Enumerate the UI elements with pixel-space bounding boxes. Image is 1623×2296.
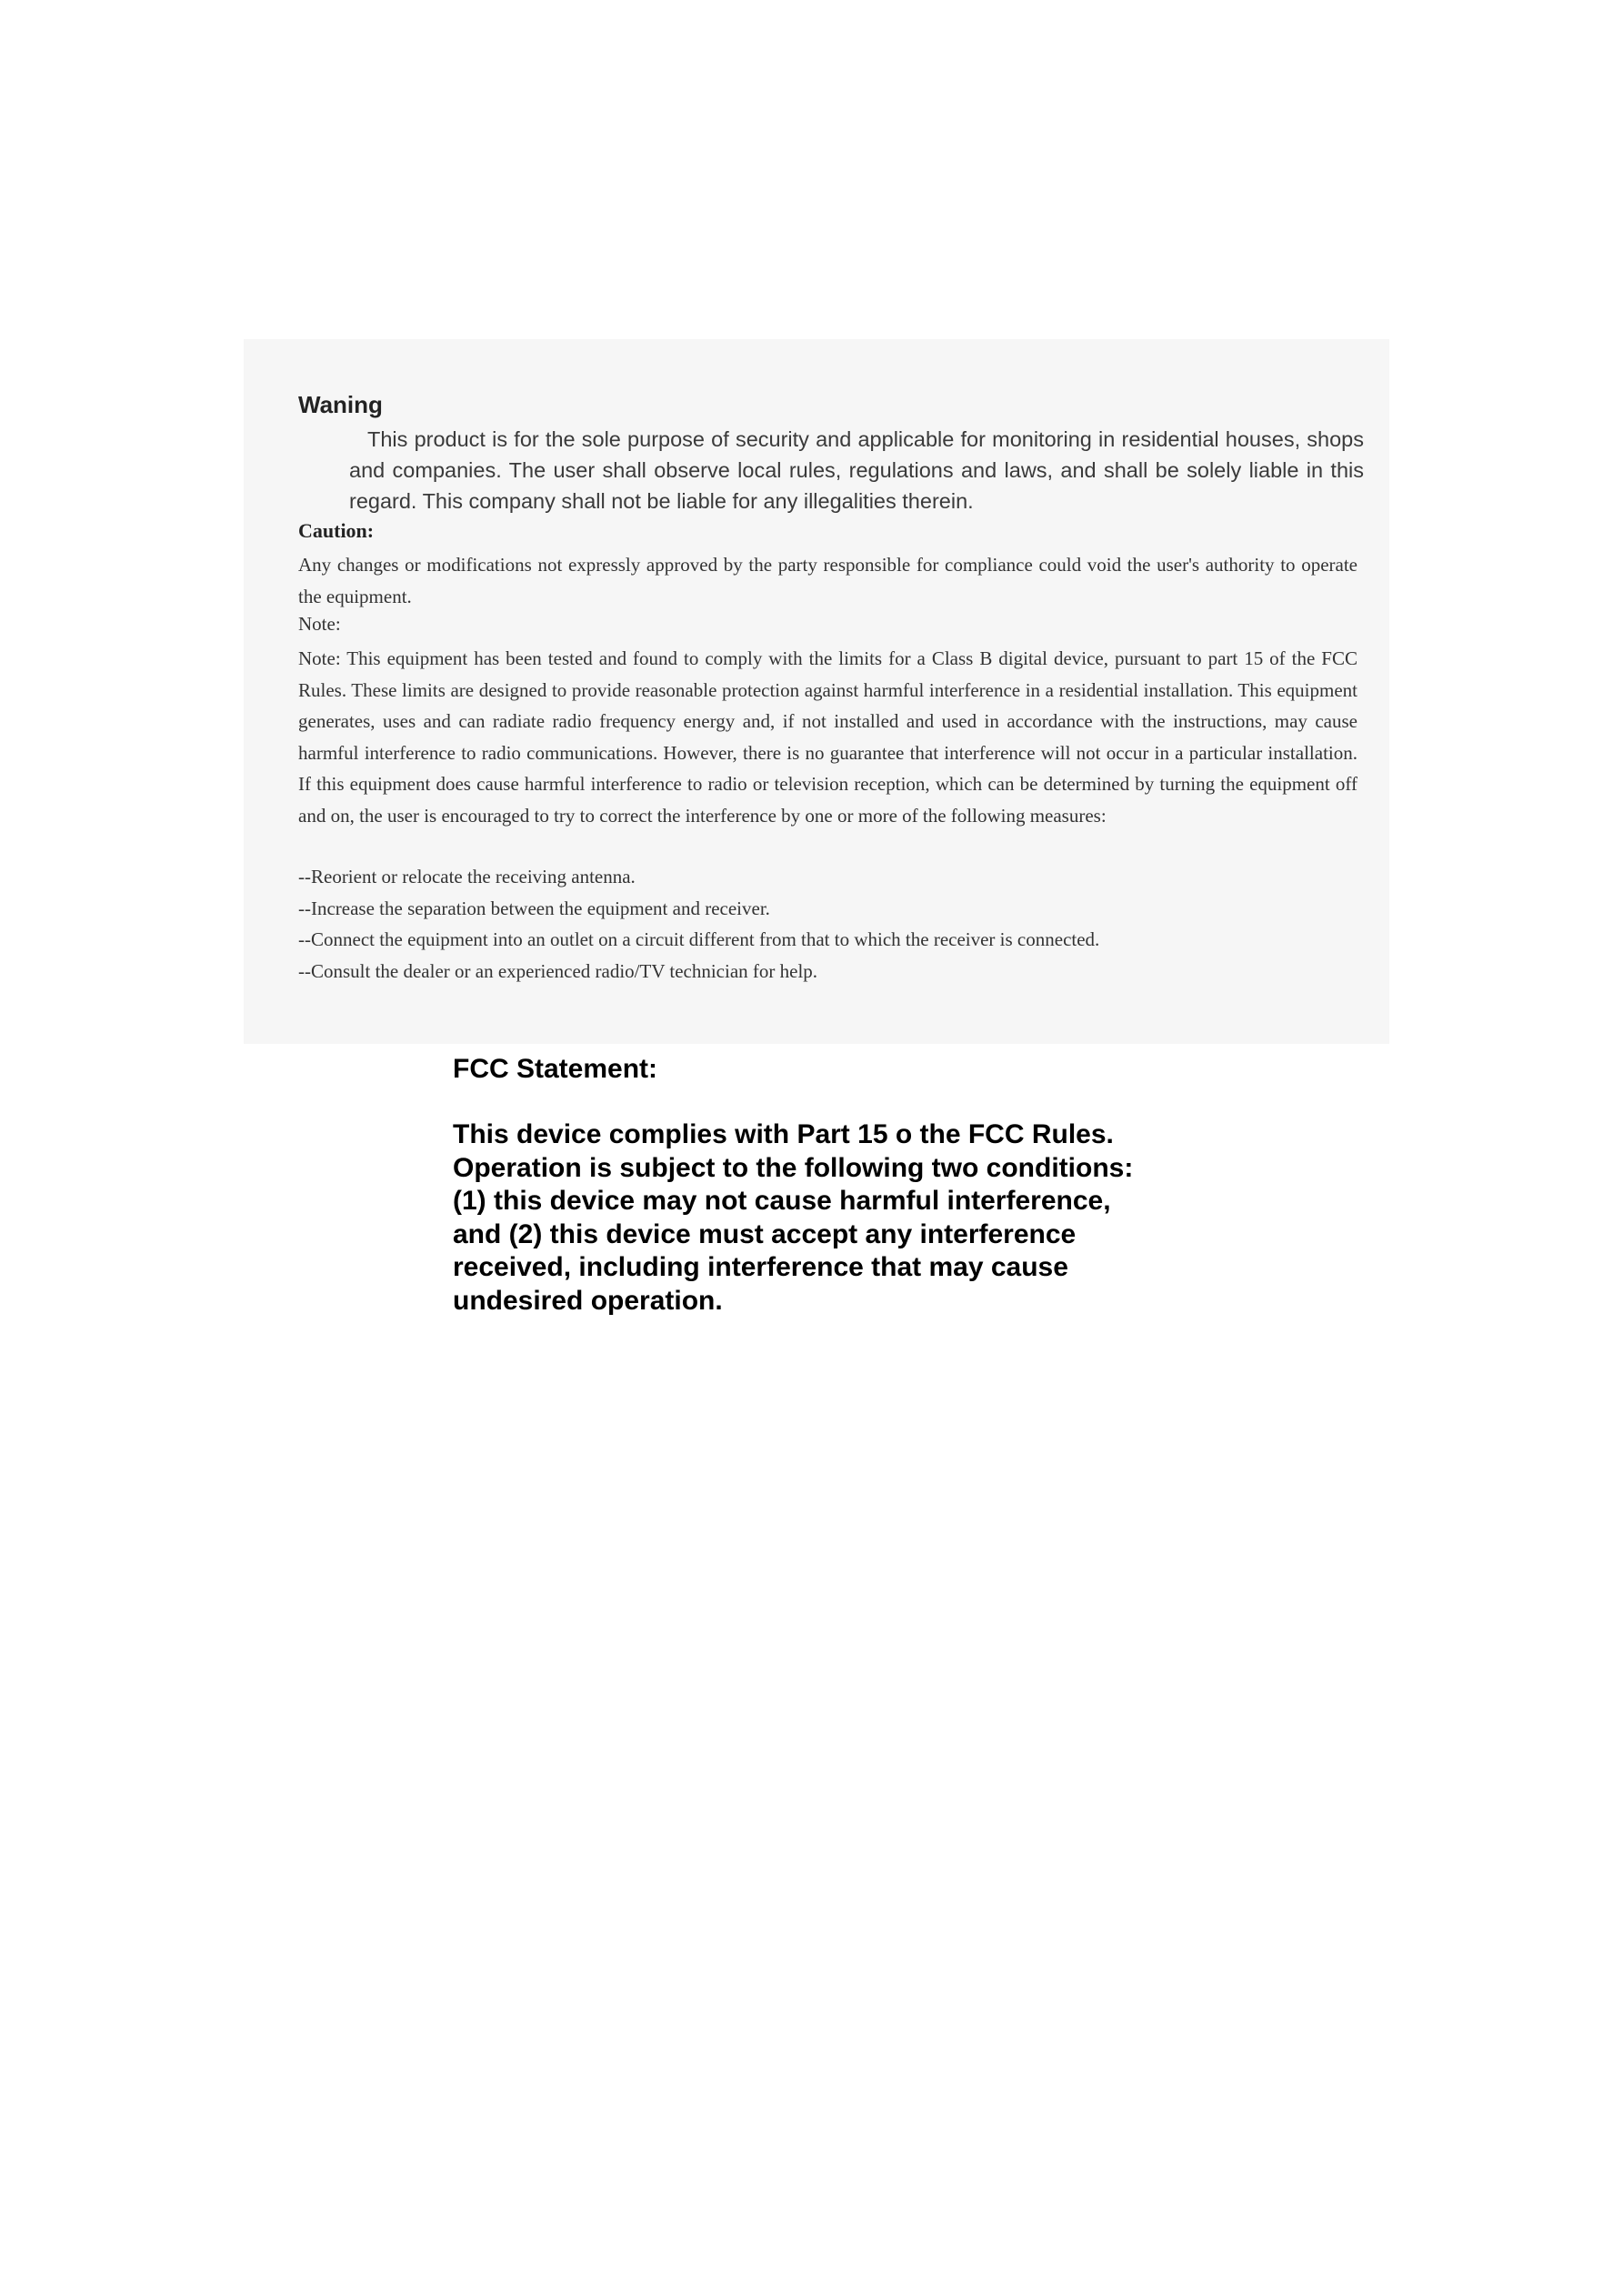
warning-body: This product is for the sole purpose of security and applicable for monitoring in residential houses, shops and companies. The user shall observe local rules, regulations and laws, and shall be solely liable in this regard. This company shall not be liable for any illegalities therein. (349, 427, 1364, 513)
measure-item: --Consult the dealer or an experienced radio/TV technician for help. (298, 959, 818, 982)
fcc-statement-heading: FCC Statement: (453, 1054, 658, 1084)
caution-heading: Caution: (298, 519, 375, 542)
measure-item: --Reorient or relocate the receiving antenna. (298, 866, 636, 887)
warning-heading: Waning (298, 391, 383, 418)
caution-body: Any changes or modifications not expressly approved by the party responsible for compliance could void the user's authority to operate the equipment. (298, 554, 1358, 607)
interference-measures-list (298, 861, 1099, 987)
measure-item: --Increase the separation between the equipment and receiver. (298, 897, 770, 919)
note-body: Note: This equipment has been tested and found to comply with the limits for a Class B digital device, pursuant to part 15 of the FCC Rules. These limits are designed to provide reasonable protection against harmful interference in a residential installation. This equipment generates, uses and can radiate radio frequency energy and, if not installed and used in accordance with the instructions, may cause harmful interference to radio communications. However, there is no guarantee that interference will not occur in a particular installation. If this equipment does cause harmful interference to radio or television reception, which can be determined by turning the equipment off and on, the user is encouraged to try to correct the interference by one or more of the following measures: (298, 647, 1358, 827)
fcc-statement-body: This device complies with Part 15 o the FCC Rules. Operation is subject to the following two conditions: (1) this device may not cause harmful interference, and (2) this device must accept any interference received, including interference that may cause undesired operation. (453, 1119, 1134, 1316)
measure-item: --Connect the equipment into an outlet on a circuit different from that to which the receiver is connected. (298, 928, 1100, 950)
note-label: Note: (298, 613, 341, 635)
